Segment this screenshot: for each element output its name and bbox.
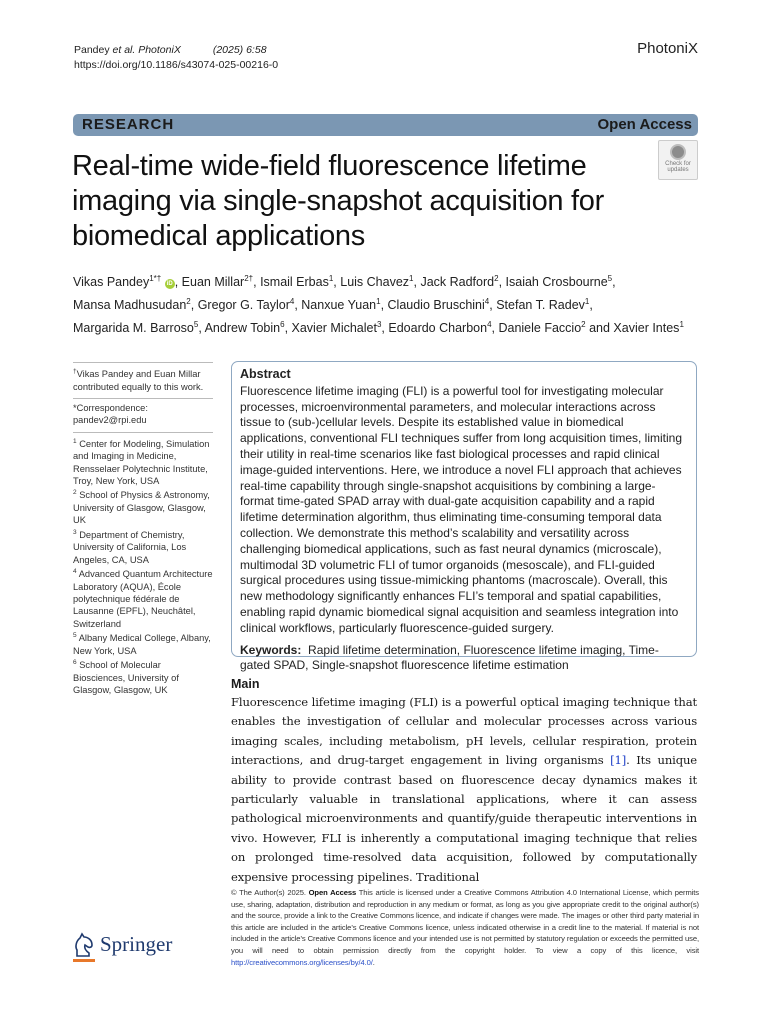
author-name[interactable]: Mansa Madhusudan <box>73 298 187 313</box>
affiliation-item: $^1$ Center for Modeling, Simulation and Imaging in Medicine, Rensselaer Polytechnic Institute, Troy, New York, USA <box>73 437 210 487</box>
affiliation-item: $^6$ School of Molecular Biosciences, University of Glasgow, Glasgow, UK <box>73 659 179 695</box>
open-access-label: Open Access <box>597 116 692 133</box>
abstract-heading: Abstract <box>240 367 291 381</box>
body-paragraph: Fluorescence lifetime imaging (FLI) is a powerful optical imaging technique that enables the investigation of cellular and molecular processes across various imaging scales, including metabolism, pH levels, cellular respiration, protein interactions, and drug-target engagement in living organisms [1]. Its unique ability to provide contrast based on fluorescence decay dynamics makes it particularly valuable in translational applications, where it can assess pathological microenvironments and quantify/guide therapeutic interventions in vivo. However, FLI is inherently a computational imaging technique that relies on prolonged time-resolved data acquisition, followed by computationally expensive processing pipelines. Traditional <box>231 695 697 884</box>
author-name[interactable]: Vikas Pandey <box>73 275 150 290</box>
abstract-box <box>231 361 697 673</box>
author-name[interactable]: Daniele Faccio <box>498 321 582 336</box>
article-type-label: RESEARCH <box>82 116 175 133</box>
license-link[interactable]: http://creativecommons.org/licenses/by/4.0/ <box>231 957 373 967</box>
affiliation-list <box>73 432 213 697</box>
springer-accent-bar <box>73 959 95 962</box>
author-name[interactable]: Gregor G. Taylor <box>197 298 290 313</box>
correspondence-email[interactable]: pandev2@rpi.edu <box>73 415 147 426</box>
author-name[interactable]: Ismail Erbas <box>260 275 329 290</box>
author-name[interactable]: Isaiah Crosbourne <box>505 275 608 290</box>
author-name[interactable]: Edoardo Charbon <box>388 321 488 336</box>
springer-horse-icon <box>73 932 95 958</box>
orcid-icon[interactable]: iD <box>166 281 173 288</box>
license-notice: © The Author(s) 2025. Open Access This article is licensed under a Creative Commons Attribution 4.0 International License, which permits use, sharing, adaptation, distribution and reproduction in any medium or format, as long as you give appropriate credit to the original author(s) and the source, provide a link to the Creative Commons licence, and indicate if changes were made. The images or other third party material in this article are included in the article’s Creative Commons licence, unless indicated otherwise in a credit line to the material. If material is not included in the article’s Creative Commons licence and your intended use is not permitted by statutory regulation or exceeds the permitted use, you will need to obtain permission directly from the copyright holder. To view a copy of this licence, visit http://creativecommons.org/licenses/by/4.0/. <box>231 888 699 967</box>
running-header <box>74 43 278 73</box>
affiliation-item: $^4$ Advanced Quantum Architecture Laboratory (AQUA), École polytechnique fédérale de Lausanne (EPFL), Neuchâtel, Switzerland <box>73 568 213 629</box>
article-title: Real-time wide-field fluorescence lifetime imaging via single-snapshot acquisition for biomedical applications <box>72 150 604 252</box>
author-name[interactable]: Claudio Bruschini <box>387 298 485 313</box>
author-name[interactable]: Nanxue Yuan <box>301 298 377 313</box>
doi-link[interactable]: https://doi.org/10.1186/s43074-025-00216-0 <box>74 59 279 71</box>
author-name[interactable]: Jack Radford <box>420 275 495 290</box>
check-for-updates-badge[interactable]: Check for updates <box>658 140 698 180</box>
affiliations-sidebar <box>73 362 213 701</box>
section-heading-main: Main <box>231 677 260 691</box>
citation-link[interactable]: [1] <box>610 753 627 768</box>
journal-name: PhotoniX <box>637 40 698 57</box>
affiliation-item: $^5$ Albany Medical College, Albany, New York, USA <box>73 632 211 656</box>
author-name[interactable]: Xavier Intes <box>613 321 680 336</box>
article-type-banner <box>73 114 698 136</box>
equal-contribution-note: †Vikas Pandey and Euan Millar contributed equally to this work. <box>73 362 213 393</box>
abstract-text: Fluorescence lifetime imaging (FLI) is a powerful tool for investigating molecular processes, microenvironmental parameters, and molecular interactions across tissue to (sub-)cellular levels. Despite its established value in biomedical applications, conventional FLI techniques suffer from long acquisition times, limiting their utility in real-time scenarios like fast biological processes and rapid clinical image-guided interventions. Here, we introduce a novel FLI approach that achieves real-time capability through single-snapshot acquisitions by combining a large-format time-gated SPAD array with dual-gate acquisition capability and a rapid lifetime determination algorithm, thus eliminating time-consuming temporal data collection. We demonstrate this method’s scalability and versatility across challenging biomedical applications, such as fast neural dynamics (microscale), multimodal 3D volumetric FLI of tumor organoids (mesoscale), and FLI-guided surgical procedures using tissue-mimicking phantoms (macroscale). Overall, this new methodology significantly enhances FLI’s temporal and spatial capabilities, enabling rapid dynamic biomedical signal acquisition and seamless integration into clinical workflows, particularly fluorescence-guided surgery. <box>240 383 683 635</box>
author-name[interactable]: Stefan T. Radev <box>496 298 585 313</box>
author-list: Vikas Pandey$^{1*\dagger}$ iD , Euan Millar$^{2\dagger}$, Ismail Erbas$^1$, Luis Chavez$^1$, Jack Radford$^2$, Isaiah Crosbourne$^5$, Mansa Madhusudan$^2$, Gregor G. Taylor$^4$, Nanxue Yuan$^1$, Claudio Bruschini$^4$, Stefan T. Radev$^1$, Margarida M. Barroso$^5$, Andrew Tobin$^6$, Xavier Michalet$^3$, Edoardo Charbon$^4$, Daniele Faccio$^2$ and Xavier Intes$^1$ <box>73 274 684 336</box>
author-name[interactable]: Xavier Michalet <box>291 321 377 336</box>
correspondence: *Correspondence: pandev2@rpi.edu <box>73 398 213 427</box>
author-name[interactable]: Andrew Tobin <box>204 321 281 336</box>
citation-line: Pandey et al. PhotoniX (2025) 6:58 <box>74 44 267 56</box>
author-name[interactable]: Luis Chavez <box>340 275 410 290</box>
author-name[interactable]: Margarida M. Barroso <box>73 321 194 336</box>
bookmark-icon <box>670 144 686 160</box>
keywords: Keywords: Rapid lifetime determination, Fluorescence lifetime imaging, Time-gated SPAD, Single-snapshot fluorescence lifetime estimation <box>240 642 659 673</box>
author-name[interactable]: Euan Millar <box>181 275 245 290</box>
affiliation-item: $^3$ Department of Chemistry, University of California, Los Angeles, CA, USA <box>73 528 187 565</box>
affiliation-item: $^2$ School of Physics & Astronomy, University of Glasgow, Glasgow, UK <box>73 489 210 526</box>
